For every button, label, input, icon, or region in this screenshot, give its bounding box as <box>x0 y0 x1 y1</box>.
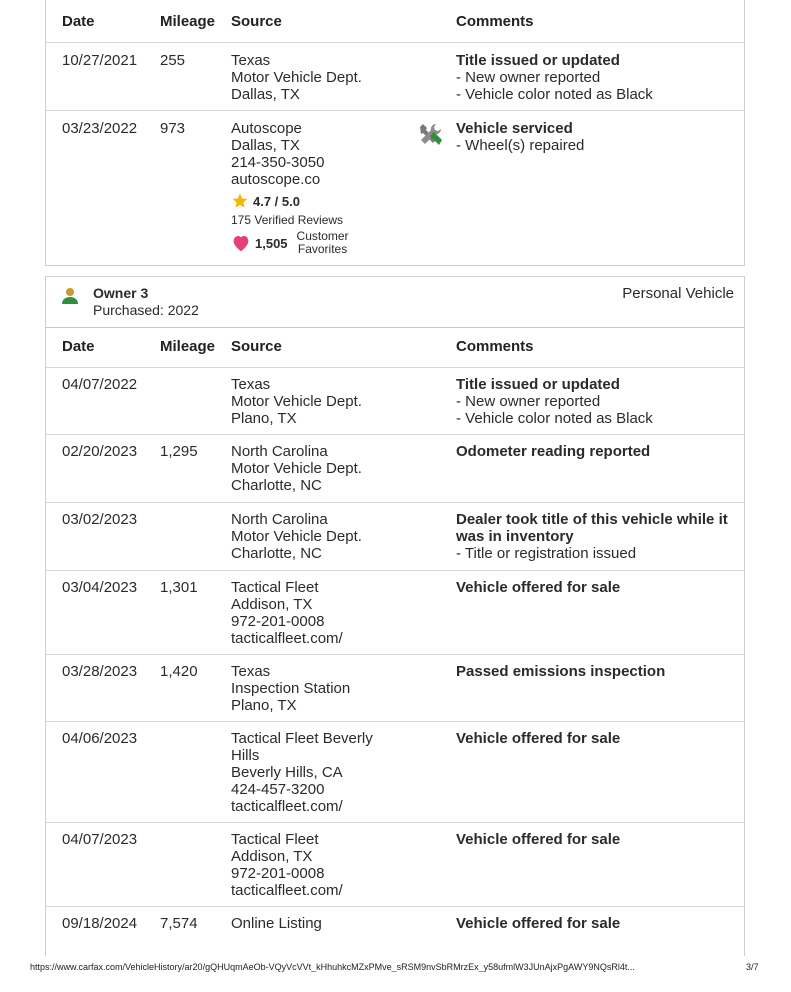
source-line: North Carolina <box>231 443 328 460</box>
record-source <box>231 831 343 899</box>
record-comments <box>456 376 746 427</box>
record-date: 03/04/2023 <box>62 579 138 596</box>
source-website-link[interactable]: tacticalfleet.com/ <box>231 798 343 815</box>
shop-rating <box>231 192 353 210</box>
source-line: Tactical Fleet <box>231 579 319 596</box>
record-source <box>231 730 373 815</box>
record-comments <box>456 52 746 103</box>
owner-name: Owner 3 <box>93 285 149 301</box>
source-line: Motor Vehicle Dept. <box>231 393 362 410</box>
source-line: Tactical Fleet Beverly <box>231 730 373 747</box>
table-row <box>46 368 744 435</box>
comment-note: - Wheel(s) repaired <box>456 137 746 154</box>
record-mileage: 973 <box>160 120 186 137</box>
record-comments <box>456 443 746 460</box>
comment-note: - Vehicle color noted as Black <box>456 410 746 427</box>
record-comments <box>456 579 746 596</box>
source-line: Inspection Station <box>231 680 351 697</box>
source-line: Hills <box>231 747 260 764</box>
record-source <box>231 511 362 562</box>
record-comments <box>456 120 746 154</box>
table-header <box>46 328 744 368</box>
source-line: Online Listing <box>231 915 322 932</box>
source-line: Motor Vehicle Dept. <box>231 460 362 477</box>
comment-note: - Title or registration issued <box>456 545 746 562</box>
source-website-link[interactable]: autoscope.co <box>231 171 321 188</box>
source-website-link[interactable]: tacticalfleet.com/ <box>231 882 343 899</box>
owner-vehicle-type: Personal Vehicle <box>622 285 734 302</box>
comment-title: Odometer reading reported <box>456 443 651 460</box>
record-source <box>231 120 353 256</box>
record-comments <box>456 730 746 747</box>
record-date: 04/07/2022 <box>62 376 138 393</box>
comment-note: - Vehicle color noted as Black <box>456 86 746 103</box>
record-comments <box>456 831 746 848</box>
record-date: 04/06/2023 <box>62 730 138 747</box>
source-line: Beverly Hills, CA <box>231 764 343 781</box>
header-comments: Comments <box>456 13 534 30</box>
header-source: Source <box>231 13 282 30</box>
table-row <box>46 503 744 571</box>
record-source <box>231 915 322 932</box>
source-line: Dallas, TX <box>231 86 300 103</box>
comment-note: - New owner reported <box>456 69 746 86</box>
record-source <box>231 579 343 647</box>
print-page-number: 3/7 <box>746 962 759 972</box>
record-mileage: 1,420 <box>160 663 198 680</box>
record-date: 10/27/2021 <box>62 52 138 69</box>
comment-title: Vehicle offered for sale <box>456 915 621 932</box>
record-mileage: 1,301 <box>160 579 198 596</box>
source-line: Charlotte, NC <box>231 545 322 562</box>
table-row <box>46 823 744 907</box>
rating-value: 4.7 / 5.0 <box>253 193 300 209</box>
record-date: 03/02/2023 <box>62 511 138 528</box>
source-phone[interactable]: 972-201-0008 <box>231 613 325 630</box>
header-mileage: Mileage <box>160 338 216 355</box>
record-source <box>231 376 362 427</box>
verified-reviews: 175 Verified Reviews <box>231 213 344 227</box>
comment-title: Vehicle offered for sale <box>456 579 621 596</box>
header-comments: Comments <box>456 338 534 355</box>
record-source <box>231 52 362 103</box>
header-date: Date <box>62 13 95 30</box>
source-website-link[interactable]: tacticalfleet.com/ <box>231 630 343 647</box>
record-source <box>231 443 362 494</box>
person-icon <box>61 287 79 305</box>
record-date: 04/07/2023 <box>62 831 138 848</box>
source-line: Charlotte, NC <box>231 477 322 494</box>
source-line: Plano, TX <box>231 410 297 427</box>
source-line: Texas <box>231 663 271 680</box>
source-line: Addison, TX <box>231 596 313 613</box>
record-source <box>231 663 350 714</box>
favorites-label: Customer Favorites <box>296 229 349 256</box>
customer-favorites <box>231 230 353 256</box>
table-row <box>46 111 744 264</box>
heart-icon <box>231 234 251 252</box>
owner-header <box>46 277 744 328</box>
star-icon <box>231 192 249 210</box>
source-line: Texas <box>231 376 271 393</box>
record-mileage: 255 <box>160 52 186 69</box>
prev-owner-panel <box>45 0 745 266</box>
table-row <box>46 435 744 503</box>
owner-purchased: Purchased: 2022 <box>93 302 199 318</box>
source-line: Addison, TX <box>231 848 313 865</box>
comment-title: Vehicle offered for sale <box>456 831 621 848</box>
comment-title: Dealer took title of this vehicle while it was in inventory <box>456 511 728 545</box>
record-comments <box>456 663 746 680</box>
source-line: Autoscope <box>231 120 302 137</box>
record-date: 02/20/2023 <box>62 443 138 460</box>
record-date: 03/23/2022 <box>62 120 138 137</box>
source-line: Tactical Fleet <box>231 831 319 848</box>
comment-note: - New owner reported <box>456 393 746 410</box>
comment-title: Title issued or updated <box>456 376 620 393</box>
record-mileage: 7,574 <box>160 915 198 932</box>
table-row <box>46 907 744 957</box>
table-row <box>46 722 744 823</box>
table-header <box>46 0 744 43</box>
source-line: Motor Vehicle Dept. <box>231 69 362 86</box>
owner-3-panel <box>45 276 745 956</box>
table-row <box>46 43 744 111</box>
service-wrench-icon <box>416 121 444 149</box>
comment-title: Vehicle serviced <box>456 120 573 137</box>
source-phone[interactable]: 424-457-3200 <box>231 781 325 798</box>
record-comments <box>456 511 746 562</box>
source-line: North Carolina <box>231 511 328 528</box>
comment-title: Vehicle offered for sale <box>456 730 621 747</box>
comment-title: Passed emissions inspection <box>456 663 666 680</box>
record-comments <box>456 915 746 932</box>
source-line[interactable]: 214-350-3050 <box>231 154 325 171</box>
source-line: Motor Vehicle Dept. <box>231 528 362 545</box>
table-row <box>46 571 744 655</box>
source-phone[interactable]: 972-201-0008 <box>231 865 325 882</box>
source-line: Dallas, TX <box>231 137 300 154</box>
source-line: Texas <box>231 52 271 69</box>
record-mileage: 1,295 <box>160 443 198 460</box>
favorites-count: 1,505 <box>255 235 288 251</box>
source-line: Plano, TX <box>231 697 297 714</box>
header-mileage: Mileage <box>160 13 216 30</box>
header-source: Source <box>231 338 282 355</box>
record-date: 09/18/2024 <box>62 915 138 932</box>
header-date: Date <box>62 338 95 355</box>
comment-title: Title issued or updated <box>456 52 620 69</box>
print-footer-url: https://www.carfax.com/VehicleHistory/ar20/gQHUqmAeOb-VQyVcVVt_kHhuhkcMZxPMve_sRSM9nvSbRMrzEx_y58ufmlW3JUnAjxPgAWY9NQsRl4t... <box>30 962 635 972</box>
record-date: 03/28/2023 <box>62 663 138 680</box>
table-row <box>46 655 744 722</box>
